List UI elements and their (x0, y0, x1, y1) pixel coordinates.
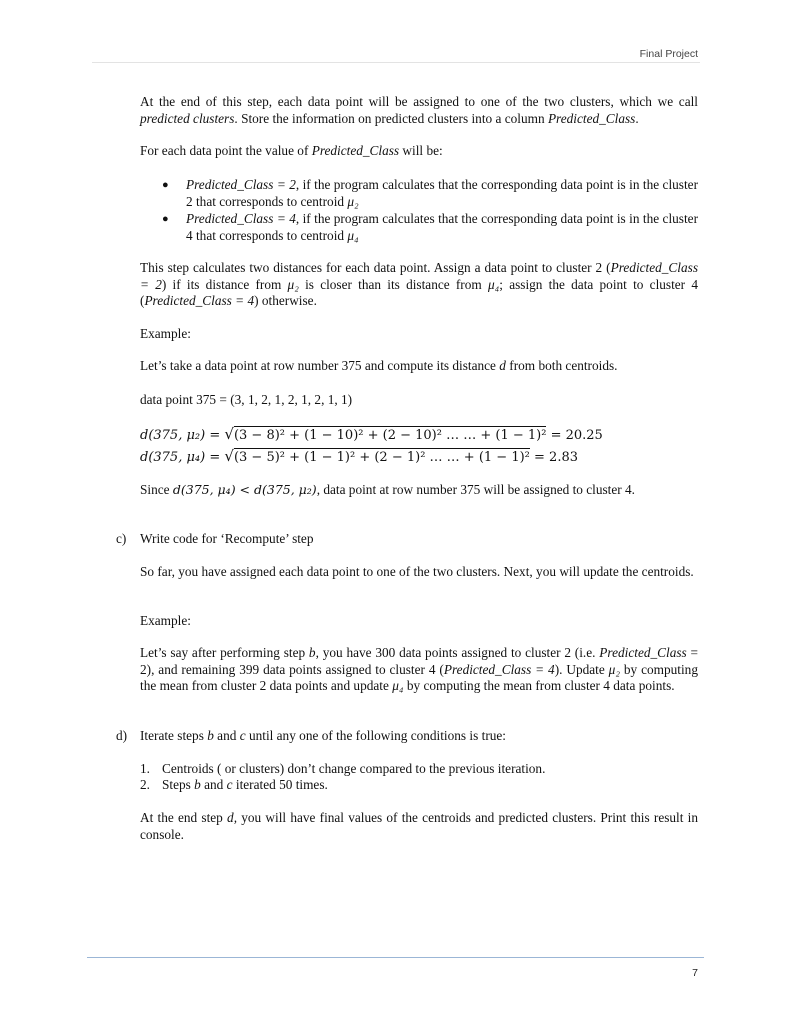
example-label: Example: (140, 613, 191, 628)
paragraph-final-output: At the end step d, you will have final values of the centroids and predicted clusters. Print this result in console. (140, 810, 698, 842)
bullet-icon: ● (162, 213, 169, 225)
paragraph-distance-rule: This step calculates two distances for each data point. Assign a data point to cluster 2 (Predicted_Class = 2) if its distance from μ₂ is closer than its distance from μ₄; assign the data point to cluster 4 (Predicted_Class = 4) otherwise. (140, 260, 698, 308)
bullet-item-class-2: Predicted_Class = 2, if the program calculates that the corresponding data point is in the cluster 2 that corresponds to centroid μ₂ (186, 177, 698, 209)
paragraph-row-375: Let’s take a data point at row number 375 and compute its distance d from both centroids. (140, 358, 618, 373)
equation-distance-mu4: d(375, μ₄) = √(3 − 5)² + (1 − 1)² + (2 − 1)² … … + (1 − 1)² = 2.83 (140, 447, 579, 465)
data-point-values: data point 375 = (3, 1, 2, 1, 2, 1, 2, 1, 1) (140, 392, 353, 407)
paragraph-update-centroids: So far, you have assigned each data point to one of the two clusters. Next, you will update the centroids. (140, 564, 694, 579)
list-number: 2. (140, 777, 150, 792)
list-item-iteration-limit: Steps b and c iterated 50 times. (162, 777, 328, 792)
page-number: 7 (692, 967, 698, 979)
example-label: Example: (140, 326, 191, 341)
section-d-label: d) (116, 728, 128, 743)
list-number: 1. (140, 761, 150, 776)
bullet-icon: ● (162, 179, 169, 191)
header-divider (92, 62, 700, 63)
section-c-label: c) (116, 531, 127, 546)
section-c-title: Write code for ‘Recompute’ step (140, 531, 314, 546)
bullet-item-class-4: Predicted_Class = 4, if the program calculates that the corresponding data point is in the cluster 4 that corresponds to centroid μ₄ (186, 211, 698, 243)
header-title: Final Project (639, 48, 698, 60)
footer-divider (87, 957, 704, 958)
section-d-title: Iterate steps b and c until any one of the following conditions is true: (140, 728, 506, 743)
paragraph-predicted-clusters: At the end of this step, each data point will be assigned to one of the two clusters, which we call predicted clusters. Store the information on predicted clusters into a column Predicted_Class. (140, 94, 698, 126)
paragraph-value-intro: For each data point the value of Predicted_Class will be: (140, 143, 443, 158)
list-item-centroids-unchanged: Centroids ( or clusters) don’t change compared to the previous iteration. (162, 761, 546, 776)
paragraph-assignment-result: Since d(375, μ₄) < d(375, μ₂), data point at row number 375 will be assigned to cluster 4. (140, 482, 636, 497)
paragraph-recompute-example: Let’s say after performing step b, you have 300 data points assigned to cluster 2 (i.e. Predicted_Class = 2), and remaining 399 data points assigned to cluster 4 (Predicted_Class = 4). Update μ₂ by computing the mean from cluster 2 data points and update μ₄ by computing the mean from cluster 4 data points. (140, 645, 699, 693)
equation-distance-mu2: d(375, μ₂) = √(3 − 8)² + (1 − 10)² + (2 − 10)² … … + (1 − 1)² = 20.25 (140, 425, 603, 443)
